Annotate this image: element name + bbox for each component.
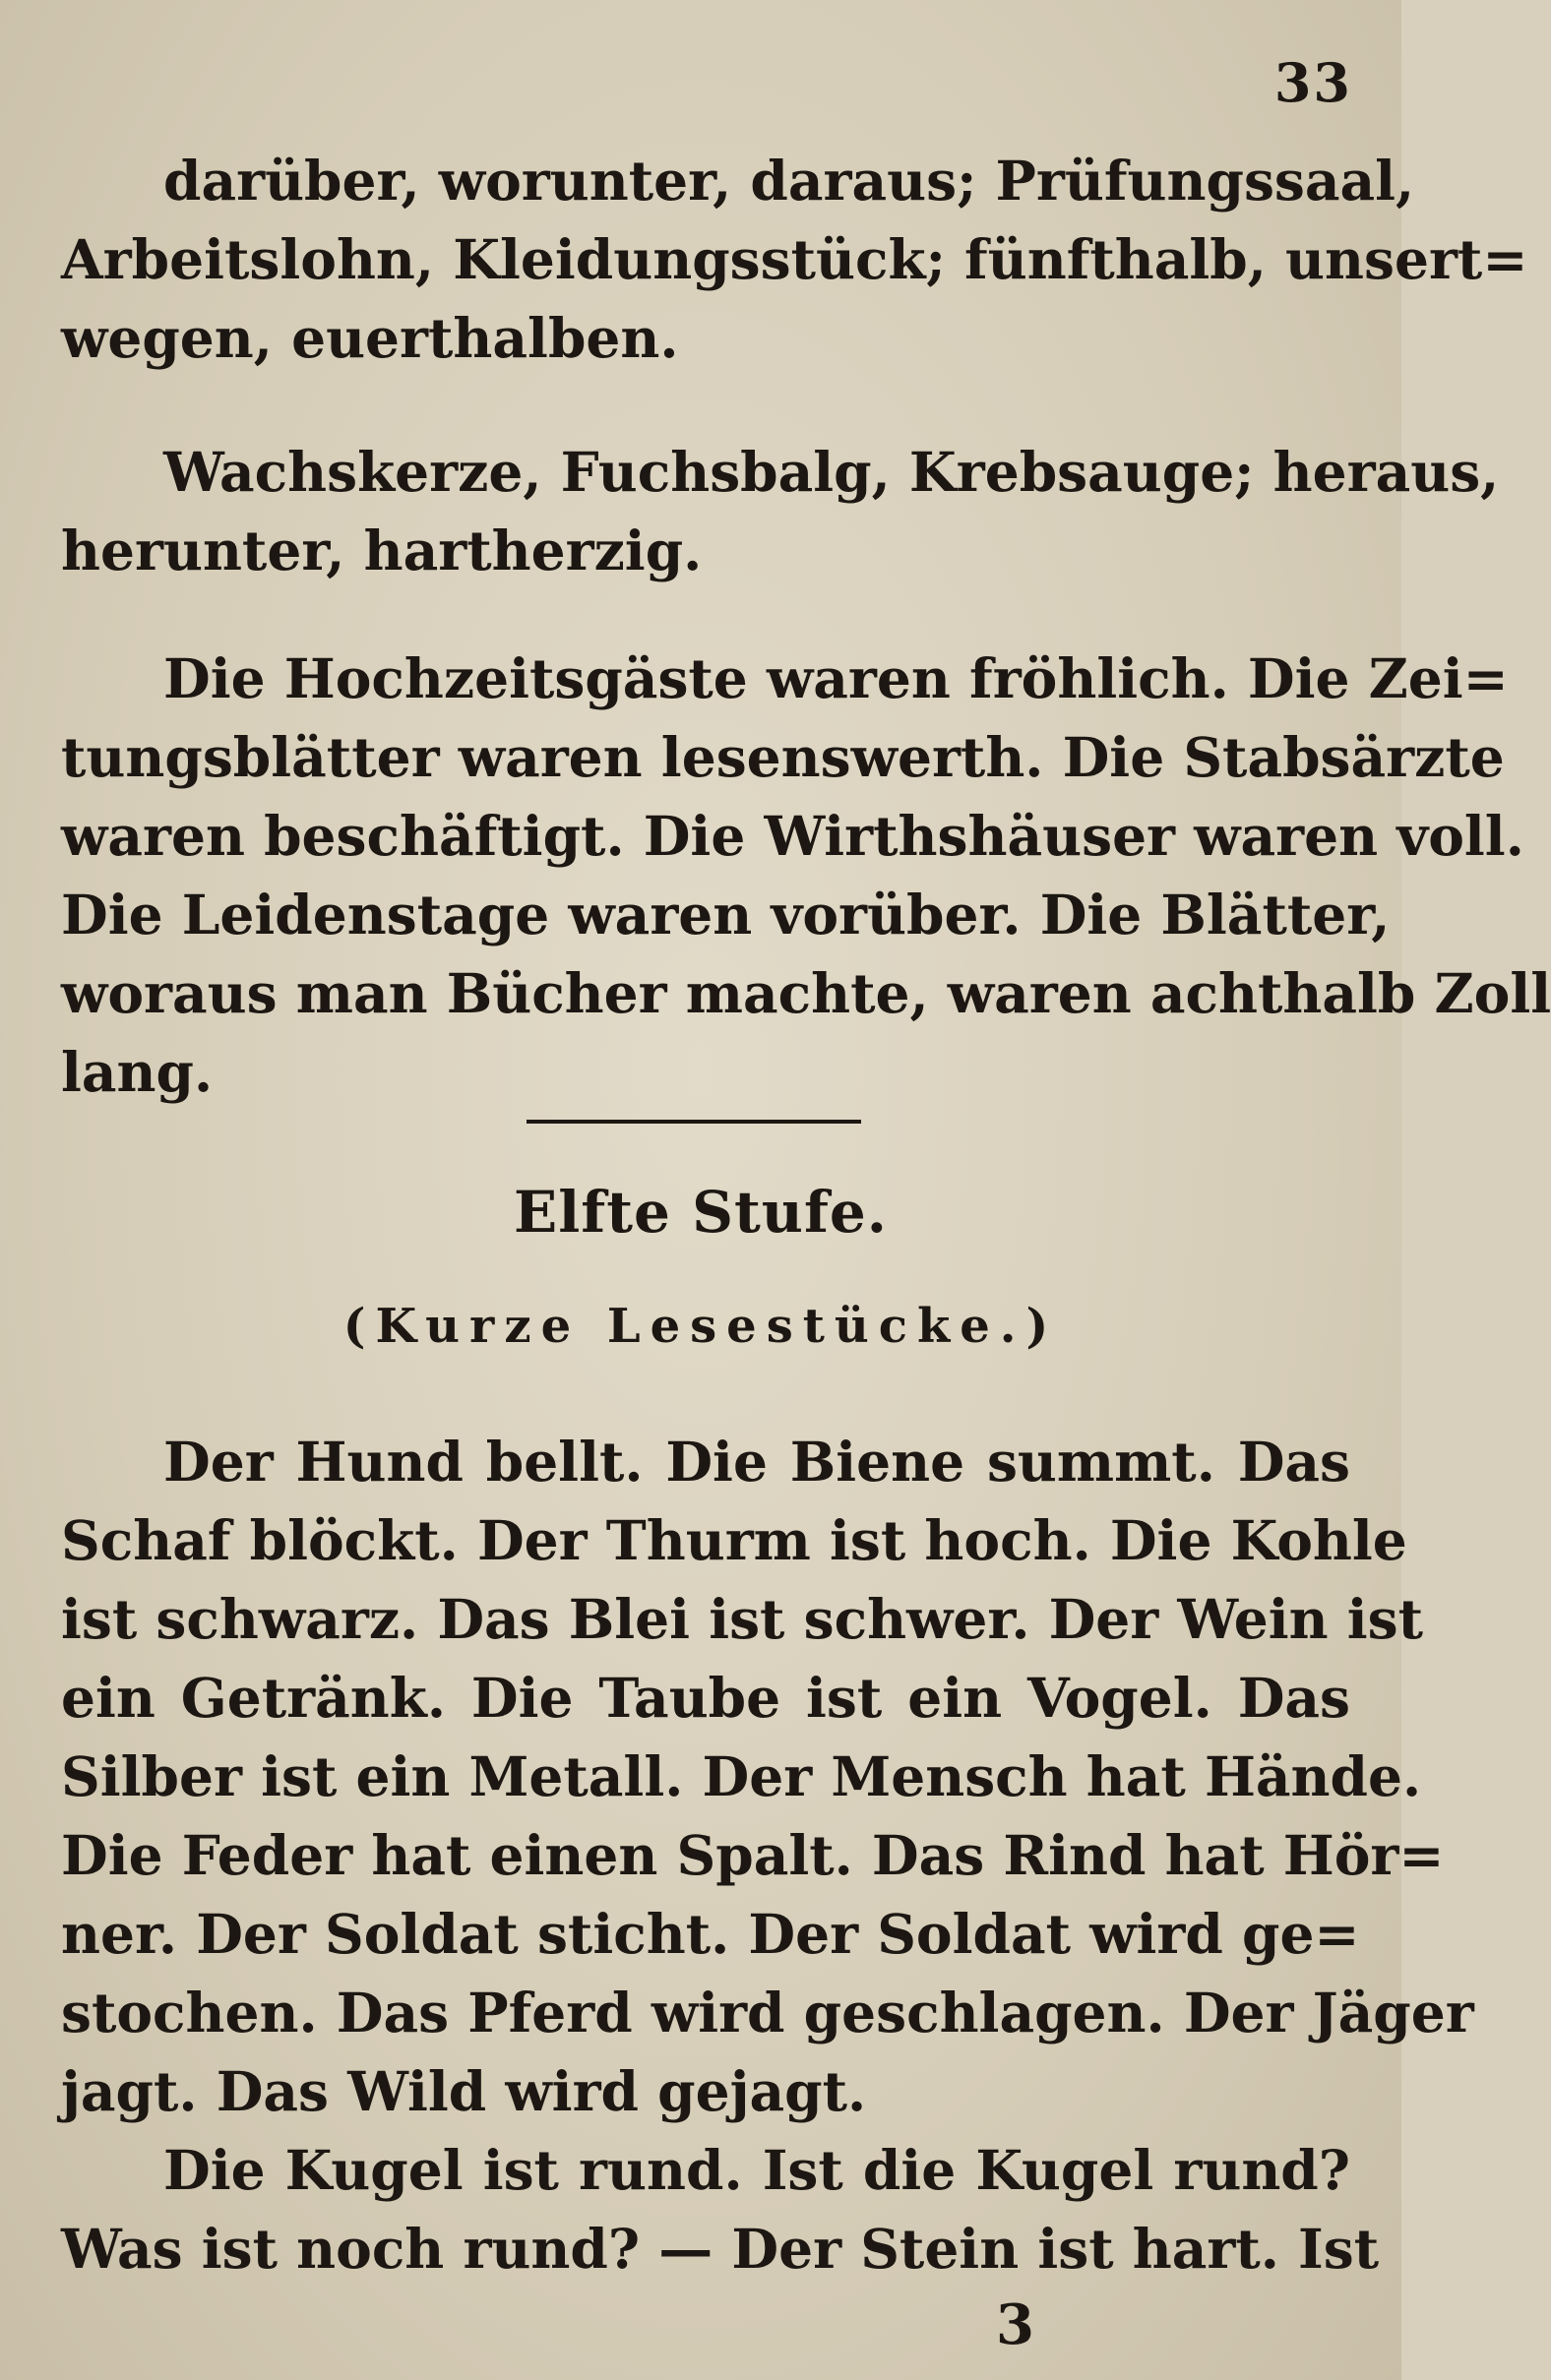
- text-line: Silber ist ein Metall. Der Mensch hat Hände.: [61, 1744, 1422, 1808]
- text-line: herunter, hartherzig.: [61, 519, 703, 582]
- text-line: waren beschäftigt. Die Wirthshäuser waren voll.: [61, 804, 1524, 868]
- signature-mark: 3: [996, 2292, 1034, 2357]
- text-line: darüber, worunter, daraus; Prüfungssaal,: [163, 149, 1415, 213]
- text-line: stochen. Das Pferd wird geschlagen. Der Jäger: [61, 1981, 1474, 2044]
- section-heading: Elfte Stufe.: [514, 1179, 888, 1246]
- reading-paragraph-2: [61, 2131, 1380, 2288]
- text-line: woraus man Bücher machte, waren achthalb Zoll: [61, 961, 1551, 1025]
- text-line: Schaf blöckt. Der Thurm ist hoch. Die Kohle: [61, 1508, 1407, 1572]
- paragraph-sentences: [61, 640, 1551, 1112]
- paragraph-compound-words-2: [61, 433, 1500, 590]
- text-line: Was ist noch rund? — Der Stein ist hart. Ist: [61, 2217, 1380, 2281]
- text-line: ist schwarz. Das Blei ist schwer. Der Wein ist: [61, 1587, 1423, 1651]
- section-subheading: (Kurze Lesestücke.): [342, 1299, 1059, 1354]
- text-line: Die Hochzeitsgäste waren fröhlich. Die Zei=: [163, 646, 1509, 710]
- text-line: Wachskerze, Fuchsbalg, Krebsauge; heraus,: [163, 440, 1500, 504]
- text-line: ner. Der Soldat sticht. Der Soldat wird ge=: [61, 1902, 1360, 1966]
- text-line: Arbeitslohn, Kleidungsstück; fünfthalb, unsert=: [61, 227, 1528, 291]
- text-line: ein Getränk. Die Taube ist ein Vogel. Das: [61, 1666, 1350, 1730]
- page-number: 33: [1273, 51, 1352, 114]
- text-line: lang.: [61, 1040, 214, 1104]
- text-line: wegen, euerthalben.: [61, 306, 679, 370]
- text-line: Die Leidenstage waren vorüber. Die Blätter,: [61, 883, 1391, 946]
- paragraph-compound-words-1: [61, 142, 1528, 378]
- reading-paragraph-1: [61, 1423, 1474, 2131]
- text-line: Die Feder hat einen Spalt. Das Rind hat Hör=: [61, 1823, 1445, 1887]
- text-line: jagt. Das Wild wird gejagt.: [61, 2059, 867, 2123]
- text-line: Die Kugel ist rund. Ist die Kugel rund?: [163, 2138, 1350, 2202]
- text-line: Der Hund bellt. Die Biene summt. Das: [163, 1430, 1350, 1494]
- text-line: tungsblätter waren lesenswerth. Die Stabsärzte: [61, 725, 1505, 789]
- section-divider: [527, 1120, 861, 1124]
